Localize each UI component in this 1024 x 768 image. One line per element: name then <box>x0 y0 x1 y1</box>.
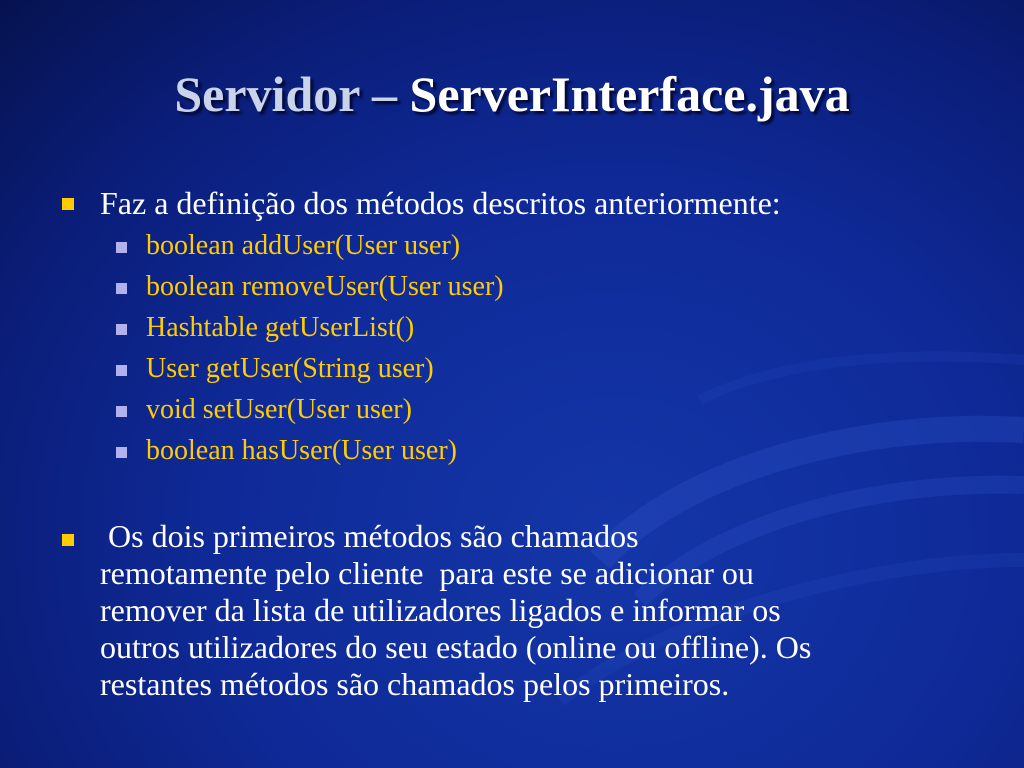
slide-title <box>0 62 1024 126</box>
method-item <box>114 230 714 271</box>
method-text: boolean hasUser(User user) <box>146 435 457 466</box>
explanation-line: remotamente pelo cliente para este se adicionar ou <box>100 555 754 591</box>
square-bullet-icon <box>116 242 127 253</box>
method-text: Hashtable getUserList() <box>146 312 415 343</box>
bullet-explanation <box>62 518 982 718</box>
explanation-line: restantes métodos são chamados pelos primeiros. <box>100 666 730 702</box>
square-bullet-icon <box>116 283 127 294</box>
explanation-line: Os dois primeiros métodos são chamados <box>100 518 639 554</box>
square-bullet-icon <box>62 534 74 546</box>
method-item <box>114 312 714 353</box>
method-item <box>114 394 714 435</box>
method-text: boolean removeUser(User user) <box>146 271 504 302</box>
square-bullet-icon <box>116 406 127 417</box>
title-part-servidor: Servidor – <box>174 66 410 122</box>
title-part-serverinterface: ServerInterface.java <box>409 66 850 122</box>
square-bullet-icon <box>116 447 127 458</box>
bullet-explanation-text <box>100 518 980 703</box>
square-bullet-icon <box>116 324 127 335</box>
method-text: User getUser(String user) <box>146 353 434 384</box>
method-item <box>114 435 714 476</box>
method-text: boolean addUser(User user) <box>146 230 461 261</box>
bullet-definition-text: Faz a definição dos métodos descritos anteriormente: <box>100 185 781 221</box>
explanation-line: outros utilizadores do seu estado (online ou offline). Os <box>100 629 812 665</box>
method-item <box>114 271 714 312</box>
method-text: void setUser(User user) <box>146 394 412 425</box>
bullet-definition <box>62 185 942 225</box>
square-bullet-icon <box>116 365 127 376</box>
explanation-line: remover da lista de utilizadores ligados e informar os <box>100 592 781 628</box>
method-list <box>114 230 714 476</box>
square-bullet-icon <box>62 198 74 210</box>
method-item <box>114 353 714 394</box>
